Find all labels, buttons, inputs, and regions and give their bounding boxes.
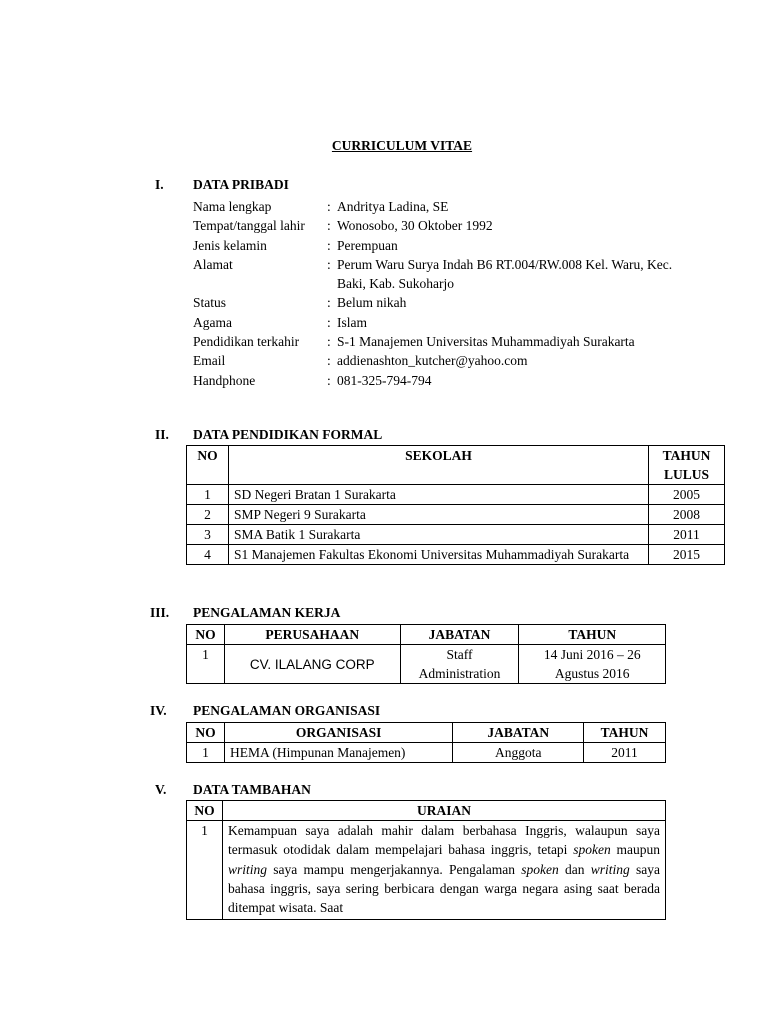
field-colon: : [327, 295, 331, 311]
table-header-row [187, 723, 666, 743]
field-colon: : [327, 334, 331, 350]
cell-school: SMA Batik 1 Surakarta [228, 525, 648, 545]
table-row [187, 821, 666, 920]
field-value: Perempuan [337, 237, 398, 253]
field-label: Tempat/tanggal lahir [193, 218, 305, 234]
table-header-row [187, 446, 725, 485]
table-row [187, 485, 725, 505]
cell-no: 1 [187, 645, 225, 684]
section-number: IV. [150, 703, 167, 718]
field-label: Pendidikan terkahir [193, 334, 300, 350]
cell-description [222, 821, 665, 920]
field-colon: : [327, 372, 331, 388]
column-header: PERUSAHAAN [224, 625, 400, 645]
education-table [186, 445, 725, 565]
personal-row-gender [193, 236, 673, 255]
cell-school: SMP Negeri 9 Surakarta [228, 505, 648, 525]
field-label: Handphone [193, 372, 256, 388]
section-number: III. [150, 605, 170, 620]
column-header: TAHUN LULUS [649, 446, 725, 485]
cell-year: 2008 [649, 505, 725, 525]
field-label: Alamat [193, 256, 233, 272]
personal-row-education [193, 332, 673, 351]
field-colon: : [327, 199, 331, 214]
table-row [187, 645, 666, 684]
section-title: PENGALAMAN KERJA [193, 605, 341, 620]
description-text: maupun [610, 842, 660, 858]
column-header: ORGANISASI [224, 723, 452, 743]
field-label: Status [193, 295, 227, 311]
description-text: saya bahasa inggris, saya sering berbicara dengan warga negara asing saat berada ditempat wisata. Saat [227, 861, 660, 916]
cell-no: 3 [187, 525, 229, 545]
description-text: saya mampu mengerjakannya. Pengalaman [267, 861, 522, 877]
column-header: NO [187, 446, 229, 485]
cell-year: 2011 [649, 525, 725, 545]
cell-no: 1 [187, 821, 223, 920]
column-header: SEKOLAH [228, 446, 648, 485]
table-header-row [187, 625, 666, 645]
cell-company: CV. ILALANG CORP [224, 645, 400, 684]
field-colon: : [327, 353, 331, 369]
column-header: JABATAN [400, 625, 519, 645]
description-text: Kemampuan saya adalah mahir dalam berbahasa Inggris, walaupun saya termasuk otodidak dalam mempelajari bahasa inggris, tetapi [227, 823, 660, 858]
field-colon: : [327, 314, 331, 330]
field-label: Nama lengkap [193, 199, 272, 214]
document-title: CURRICULUM VITAE [331, 138, 473, 153]
column-header: TAHUN [519, 625, 666, 645]
field-value: Wonosobo, 30 Oktober 1992 [337, 218, 493, 234]
field-value: Andritya Ladina, SE [337, 199, 449, 214]
cell-year: 2015 [649, 545, 725, 565]
email-value: addienashton_kutcher@yahoo.com [337, 353, 528, 369]
section-number: I. [155, 177, 164, 192]
personal-row-address [193, 255, 673, 294]
personal-data-list [193, 197, 673, 390]
cell-org: HEMA (Himpunan Manajemen) [224, 743, 452, 763]
section-number: V. [155, 782, 167, 797]
personal-row-email [193, 351, 673, 370]
field-colon: : [327, 237, 331, 253]
table-row [187, 505, 725, 525]
field-colon: : [327, 256, 331, 272]
table-row [187, 743, 666, 763]
field-colon: : [327, 218, 331, 234]
personal-row-religion [193, 313, 673, 332]
field-label: Jenis kelamin [193, 237, 267, 253]
description-italic-term: spoken [573, 842, 611, 858]
phone-value: 081-325-794-794 [337, 372, 432, 388]
section-title: PENGALAMAN ORGANISASI [193, 703, 381, 718]
description-text: dan [558, 861, 591, 877]
column-header: NO [187, 723, 225, 743]
field-label: Email [193, 353, 226, 369]
description-italic-term: writing [227, 861, 267, 877]
personal-row-name [193, 197, 673, 216]
column-header: JABATAN [453, 723, 584, 743]
field-value: Belum nikah [337, 295, 407, 311]
cell-year: 14 Juni 2016 – 26 Agustus 2016 [519, 645, 666, 684]
cell-year: 2011 [584, 743, 666, 763]
cell-no: 1 [187, 743, 225, 763]
organization-table [186, 722, 666, 763]
table-header-row [187, 801, 666, 821]
column-header: URAIAN [222, 801, 665, 821]
description-italic-term: spoken [521, 861, 559, 877]
field-value: S-1 Manajemen Universitas Muhammadiyah Surakarta [337, 334, 635, 350]
field-value: Perum Waru Surya Indah B6 RT.004/RW.008 Kel. Waru, Kec. Baki, Kab. Sukoharjo [337, 256, 673, 292]
additional-table [186, 800, 666, 920]
cell-no: 4 [187, 545, 229, 565]
section-title: DATA TAMBAHAN [193, 782, 311, 797]
work-table [186, 624, 666, 684]
column-header: NO [187, 801, 223, 821]
column-header: TAHUN [584, 723, 666, 743]
cell-school: SD Negeri Bratan 1 Surakarta [228, 485, 648, 505]
field-label: Agama [193, 314, 232, 330]
personal-row-status [193, 293, 673, 312]
cell-no: 2 [187, 505, 229, 525]
personal-row-phone [193, 371, 673, 390]
cell-position: Staff Administration [400, 645, 519, 684]
personal-row-birth [193, 216, 673, 235]
section-title: DATA PENDIDIKAN FORMAL [193, 427, 383, 442]
section-title: DATA PRIBADI [193, 177, 289, 192]
description-italic-term: writing [590, 861, 630, 877]
cell-no: 1 [187, 485, 229, 505]
cell-position: Anggota [453, 743, 584, 763]
field-value: Islam [337, 314, 367, 330]
cell-school: S1 Manajemen Fakultas Ekonomi Universitas Muhammadiyah Surakarta [228, 545, 648, 565]
table-row [187, 525, 725, 545]
section-number: II. [155, 427, 169, 442]
cell-year: 2005 [649, 485, 725, 505]
column-header: NO [187, 625, 225, 645]
table-row [187, 545, 725, 565]
